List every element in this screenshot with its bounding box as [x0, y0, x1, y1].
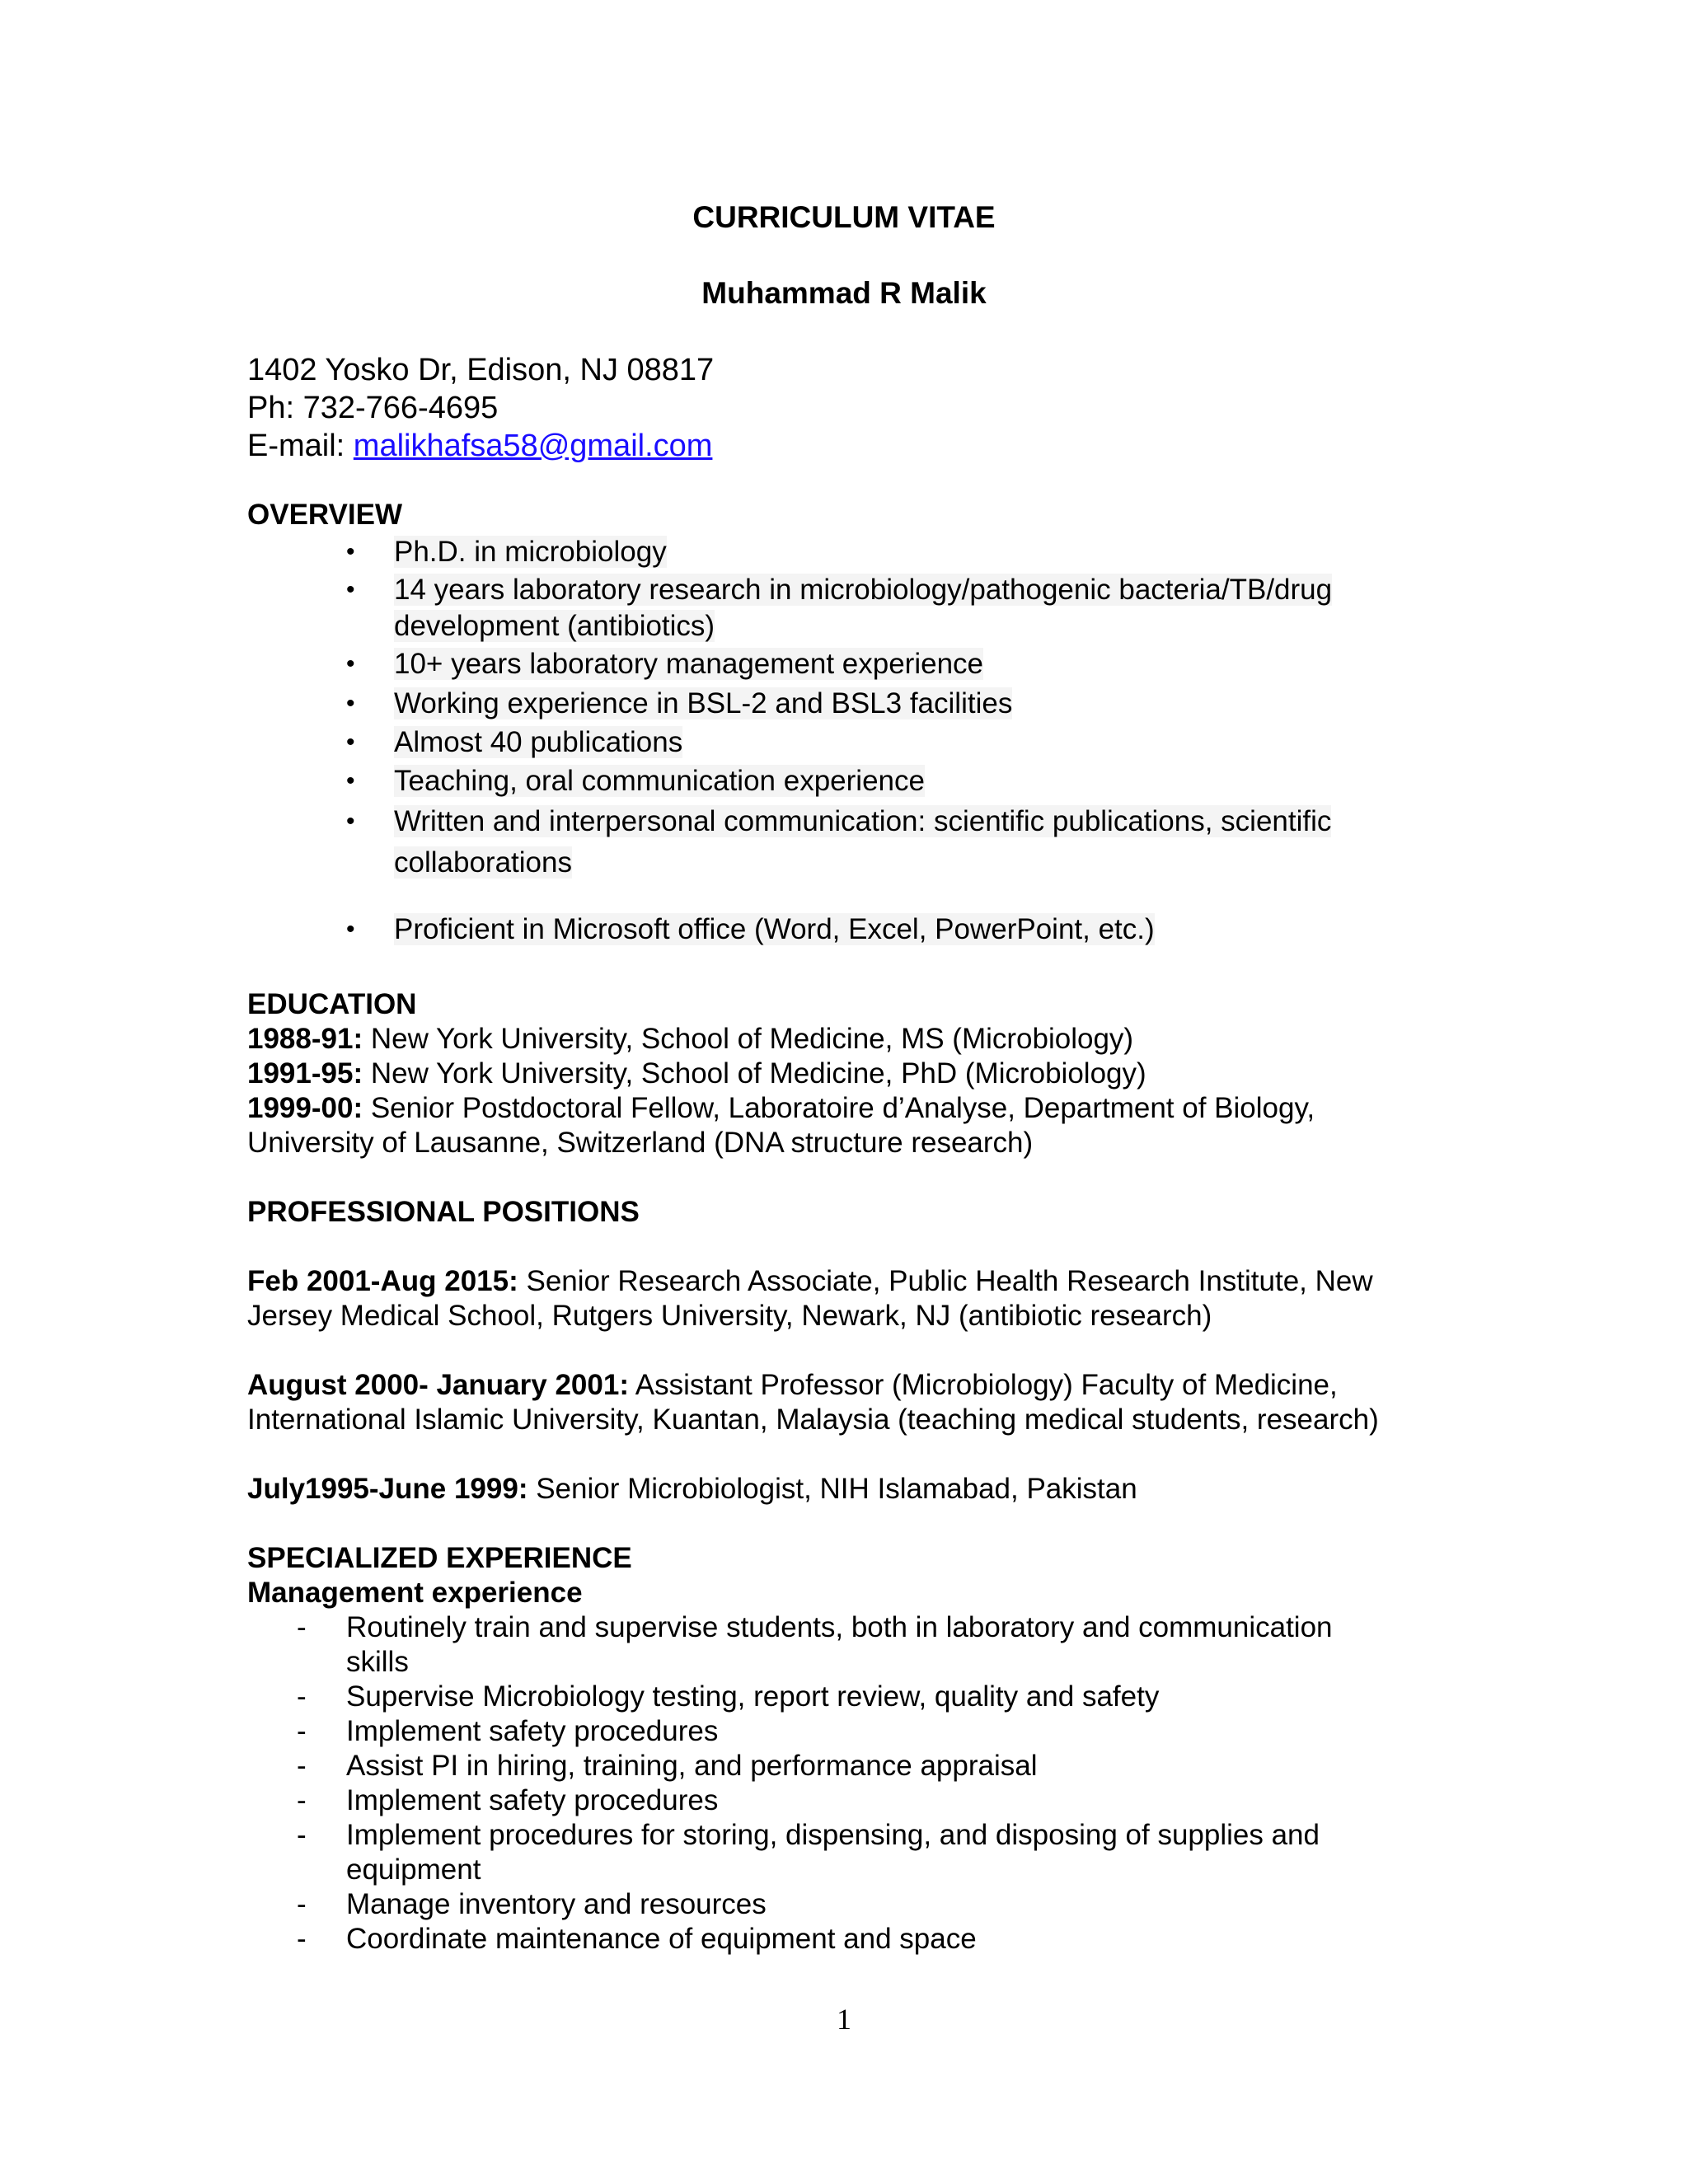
overview-item — [346, 724, 1416, 761]
overview-item-text: Ph.D. in microbiology — [394, 536, 667, 568]
position-text: Senior Research Associate, Public Health Research Institute, New Jersey Medical School, Rutgers University, Newark, NJ (antibiotic research) — [247, 1265, 1373, 1332]
education-entry — [247, 1091, 1434, 1160]
overview-item — [346, 534, 1416, 570]
position-text: Assistant Professor (Microbiology) Faculty of Medicine, International Islamic University, Kuantan, Malaysia (teaching medical students, research) — [247, 1369, 1379, 1436]
position-text: Senior Microbiologist, NIH Islamabad, Pakistan — [528, 1473, 1137, 1505]
overview-item-text: Teaching, oral communication experience — [394, 765, 925, 797]
dash-icon: - — [297, 1715, 307, 1747]
contact-phone: Ph: 732-766-4695 — [247, 391, 499, 425]
overview-item-text: Almost 40 publications — [394, 726, 683, 758]
positions-heading: PROFESSIONAL POSITIONS — [247, 1196, 640, 1228]
position-dates: August 2000- January 2001: — [247, 1369, 629, 1401]
contact-email-line — [247, 427, 714, 465]
document-title: CURRICULUM VITAE — [692, 200, 996, 234]
position-entry — [247, 1264, 1434, 1333]
management-item-text: Implement procedures for storing, dispensing, and disposing of supplies and equipment — [346, 1819, 1320, 1886]
education-entry — [247, 1057, 1434, 1091]
bullet-icon: • — [346, 650, 355, 677]
dash-icon: - — [297, 1784, 307, 1816]
overview-item-text: Written and interpersonal communication: scientific publications, scientific collaborations — [394, 805, 1332, 879]
bullet-icon: • — [346, 808, 355, 835]
education-years: 1991-95: — [247, 1057, 363, 1090]
specialized-subheading: Management experience — [247, 1577, 583, 1609]
specialized-heading: SPECIALIZED EXPERIENCE — [247, 1542, 632, 1574]
dash-icon: - — [297, 1888, 307, 1920]
bullet-icon: • — [346, 576, 355, 603]
bullet-icon: • — [346, 729, 355, 756]
dash-icon: - — [297, 1923, 307, 1955]
management-item-text: Implement safety procedures — [346, 1784, 719, 1816]
dash-icon: - — [297, 1819, 307, 1851]
person-name: Muhammad R Malik — [701, 276, 987, 310]
management-item-text: Supervise Microbiology testing, report review, quality and safety — [346, 1680, 1160, 1713]
education-heading: EDUCATION — [247, 988, 417, 1020]
overview-item-text: 14 years laboratory research in microbiology/pathogenic bacteria/TB/drug development (antibiotics) — [394, 574, 1333, 642]
overview-item — [346, 763, 1416, 799]
email-label: E-mail: — [247, 429, 354, 463]
education-entry — [247, 1022, 1434, 1057]
bullet-icon: • — [346, 916, 355, 943]
overview-item-text: 10+ years laboratory management experience — [394, 648, 984, 680]
education-years: 1988-91: — [247, 1023, 363, 1055]
position-dates: Feb 2001-Aug 2015: — [247, 1265, 518, 1297]
position-dates: July1995-June 1999: — [247, 1473, 528, 1505]
contact-block — [247, 351, 714, 465]
dash-icon: - — [297, 1750, 307, 1782]
management-item-text: Manage inventory and resources — [346, 1888, 767, 1920]
overview-item-text: Working experience in BSL-2 and BSL3 facilities — [394, 687, 1013, 719]
overview-item — [346, 801, 1416, 883]
management-item-text: Routinely train and supervise students, both in laboratory and communication skills — [346, 1611, 1333, 1678]
position-entry — [247, 1368, 1434, 1437]
overview-heading: OVERVIEW — [247, 499, 403, 531]
education-text: Senior Postdoctoral Fellow, Laboratoire d’Analyse, Department of Biology, University of Lausanne, Switzerland (DNA structure research) — [247, 1092, 1315, 1159]
bullet-icon: • — [346, 767, 355, 794]
education-text: New York University, School of Medicine, MS (Microbiology) — [363, 1023, 1134, 1055]
management-item-text: Implement safety procedures — [346, 1715, 719, 1747]
position-entry — [247, 1472, 1434, 1507]
email-link[interactable]: malikhafsa58@gmail.com — [353, 429, 713, 463]
education-text: New York University, School of Medicine, PhD (Microbiology) — [363, 1057, 1146, 1090]
overview-item-text: Proficient in Microsoft office (Word, Excel, PowerPoint, etc.) — [394, 913, 1155, 945]
bullet-icon: • — [346, 538, 355, 565]
overview-item — [346, 686, 1416, 722]
contact-address: 1402 Yosko Dr, Edison, NJ 08817 — [247, 353, 715, 387]
overview-item — [346, 572, 1416, 644]
education-years: 1999-00: — [247, 1092, 363, 1124]
management-item-text: Assist PI in hiring, training, and performance appraisal — [346, 1750, 1038, 1782]
page-number: 1 — [837, 2003, 851, 2036]
management-item-text: Coordinate maintenance of equipment and space — [346, 1923, 977, 1955]
dash-icon: - — [297, 1611, 307, 1643]
overview-item — [346, 912, 1416, 948]
overview-item — [346, 646, 1416, 682]
bullet-icon: • — [346, 690, 355, 717]
dash-icon: - — [297, 1680, 307, 1713]
